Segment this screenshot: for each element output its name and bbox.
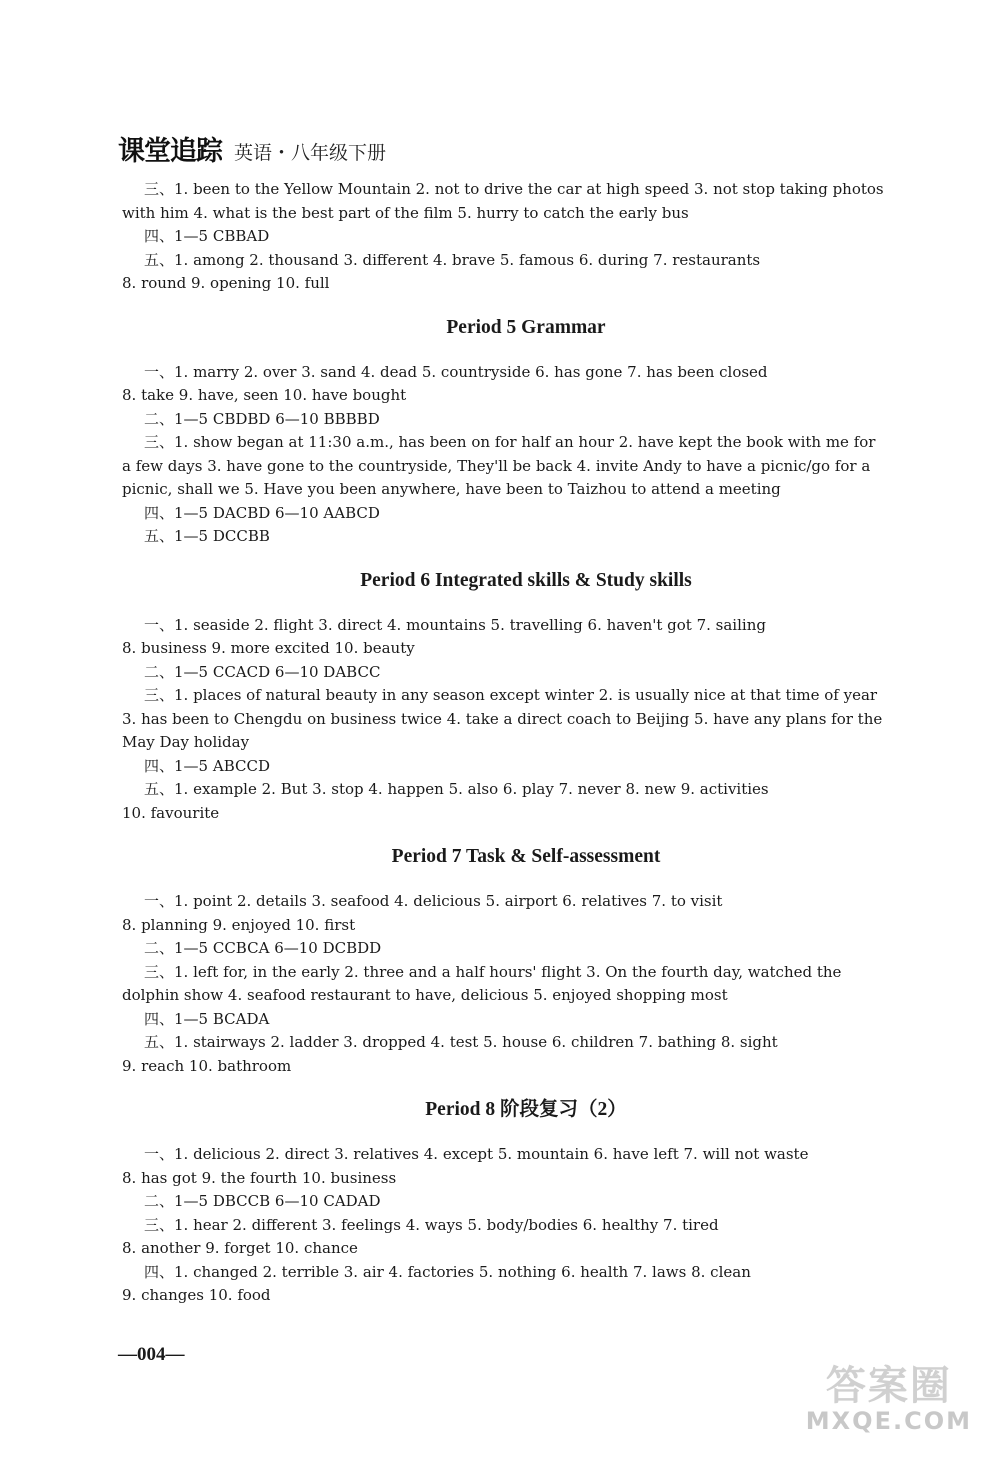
answer-line: 8. take 9. have, seen 10. have bought — [122, 386, 407, 404]
answer-line: 二、1—5 DBCCB 6—10 CADAD — [144, 1192, 381, 1210]
answer-line: 8. has got 9. the fourth 10. business — [122, 1168, 397, 1187]
answer-line: 四、1—5 CBBAD — [144, 227, 270, 245]
watermark-logo — [806, 1354, 972, 1435]
page-number: —004— — [118, 1344, 185, 1365]
answer-line: 五、1. stairways 2. ladder 3. dropped 4. test 5. house 6. children 7. bathing 8. sight — [144, 1033, 778, 1051]
answer-line: 三、1. been to the Yellow Mountain 2. not to drive the car at high speed 3. not stop taking photos — [144, 180, 884, 198]
answer-line: 9. reach 10. bathroom — [122, 1056, 292, 1075]
answer-line: dolphin show 4. seafood restaurant to have, delicious 5. enjoyed shopping most — [122, 986, 728, 1004]
section-title: Period 8 阶段复习（2） — [425, 1099, 627, 1120]
answer-line: 8. another 9. forget 10. chance — [122, 1239, 358, 1257]
answer-line: 9. changes 10. food — [122, 1286, 271, 1304]
answer-line: 五、1—5 DCCBB — [144, 527, 270, 545]
section-title: Period 7 Task & Self-assessment — [391, 846, 661, 867]
answer-line: 三、1. show began at 11:30 a.m., has been on for half an hour 2. have kept the book with me for — [144, 433, 876, 451]
answer-line: 一、1. seaside 2. flight 3. direct 4. mountains 5. travelling 6. haven't got 7. sailing — [144, 615, 766, 634]
answer-line: 一、1. marry 2. over 3. sand 4. dead 5. countryside 6. has gone 7. has been closed — [144, 362, 768, 381]
answer-line: 8. business 9. more excited 10. beauty — [122, 639, 415, 657]
answer-line: 10. favourite — [122, 803, 220, 822]
answer-line: 四、1. changed 2. terrible 3. air 4. factories 5. nothing 6. health 7. laws 8. clean — [144, 1262, 751, 1281]
answer-line: 三、1. left for, in the early 2. three and a half hours' flight 3. On the fourth day, watched the — [144, 962, 842, 981]
section-title: Period 6 Integrated skills & Study skills — [360, 569, 692, 591]
book-header — [118, 128, 386, 168]
answer-line: 二、1—5 CCACD 6—10 DABCC — [144, 662, 381, 681]
answer-line: 三、1. hear 2. different 3. feelings 4. ways 5. body/bodies 6. healthy 7. tired — [144, 1215, 719, 1234]
answer-line: a few days 3. have gone to the countryside, They'll be back 4. invite Andy to have a picnic/go for a — [122, 456, 871, 475]
answer-line: 3. has been to Chengdu on business twice 4. take a direct coach to Beijing 5. have any plans for the — [122, 709, 883, 728]
answer-line: 三、1. places of natural beauty in any season except winter 2. is usually nice at that time of year — [144, 686, 878, 704]
answer-line: 二、1—5 CBDBD 6—10 BBBBD — [144, 409, 380, 428]
answer-line: 五、1. among 2. thousand 3. different 4. brave 5. famous 6. during 7. restaurants — [144, 250, 761, 269]
answer-line: 一、1. delicious 2. direct 3. relatives 4. except 5. mountain 6. have left 7. will not waste — [144, 1145, 809, 1163]
watermark-logo-bottom: MXQE.COM — [805, 1407, 972, 1435]
answer-line: picnic, shall we 5. Have you been anywhere, have been to Taizhou to attend a meeting — [122, 480, 781, 498]
answer-line: 8. planning 9. enjoyed 10. first — [122, 915, 356, 934]
answer-line: with him 4. what is the best part of the film 5. hurry to catch the early bus — [122, 203, 689, 222]
book-subtitle: 英语・八年级下册 — [234, 142, 387, 164]
answer-content — [122, 178, 930, 1308]
answer-line: 四、1—5 ABCCD — [144, 756, 270, 775]
answer-line: 一、1. point 2. details 3. seafood 4. delicious 5. airport 6. relatives 7. to visit — [144, 892, 723, 910]
answer-line: 四、1—5 BCADA — [144, 1009, 270, 1028]
answer-line: 五、1. example 2. But 3. stop 4. happen 5. also 6. play 7. never 8. new 9. activities — [144, 780, 769, 798]
answer-line: May Day holiday — [122, 733, 250, 751]
answer-line: 8. round 9. opening 10. full — [122, 274, 330, 292]
answer-line: 四、1—5 DACBD 6—10 AABCD — [144, 503, 380, 522]
section-title: Period 5 Grammar — [446, 316, 606, 338]
book-brand: 课堂追踪 — [118, 136, 222, 167]
answer-line: 二、1—5 CCBCA 6—10 DCBDD — [144, 939, 382, 957]
watermark-logo-top: 答案圈 — [825, 1363, 952, 1409]
